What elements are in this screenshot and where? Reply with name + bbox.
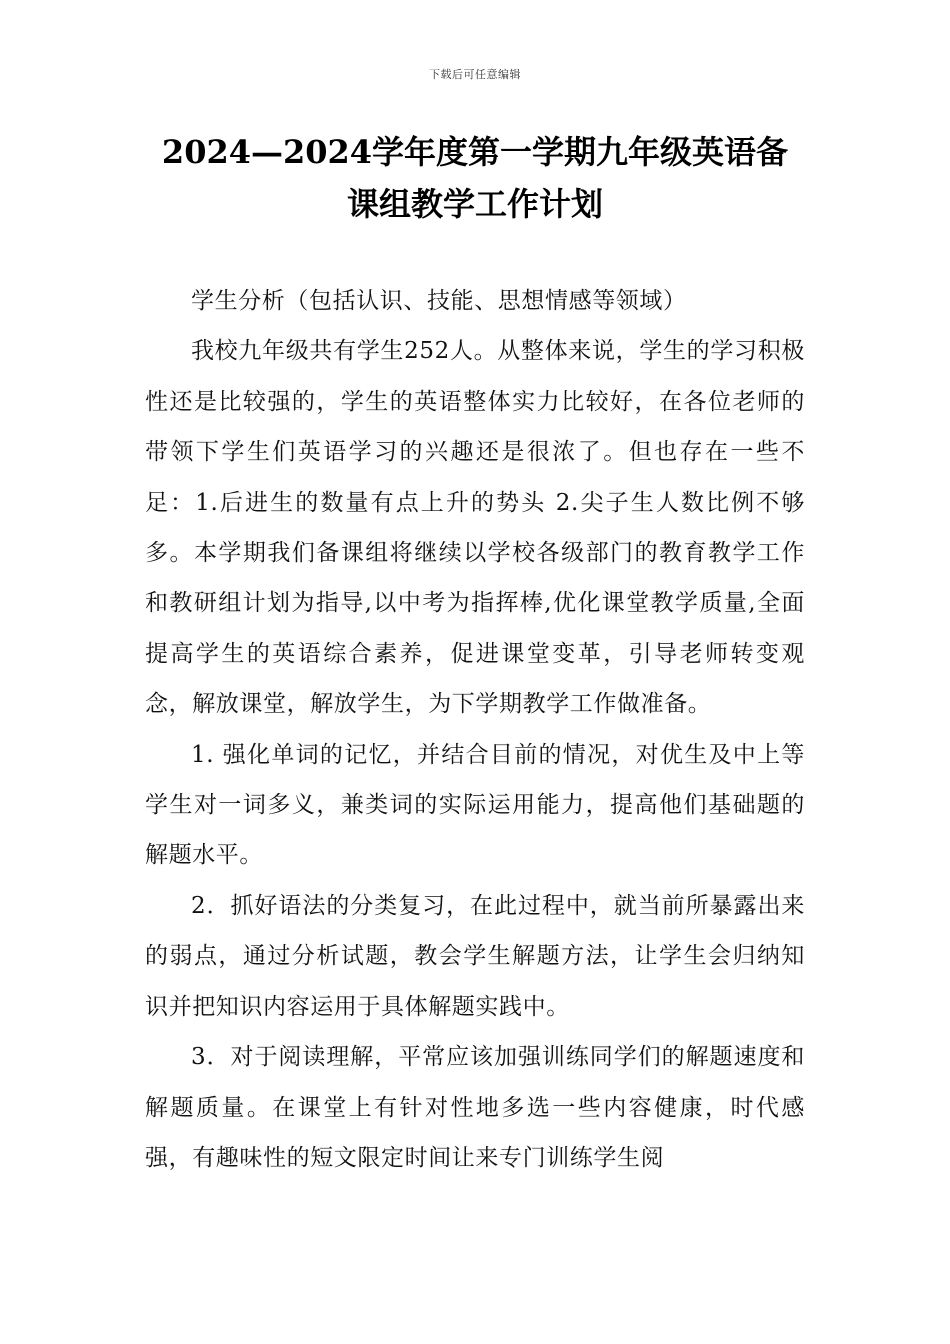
title-line-2: 课组教学工作计划 — [346, 185, 603, 223]
document-body — [145, 276, 805, 1183]
document-title — [145, 126, 805, 230]
section-heading-student-analysis: 学生分析（包括认识、技能、思想情感等领域） — [191, 288, 687, 314]
paragraph-item-1: 1. 强化单词的记忆，并结合目前的情况，对优生及中上等学生对一词多义，兼类词的实际运用能力，提高他们基础题的解题水平。 — [145, 741, 805, 869]
paragraph-overview: 我校九年级共有学生252人。从整体来说，学生的学习积极性还是比较强的，学生的英语整体实力比较好，在各位老师的带领下学生们英语学习的兴趣还是很浓了。但也存在一些不足：1.后进生的数量有点上升的势头 2.尖子生人数比例不够多。本学期我们备课组将继续以学校各级部门的教育教学工作和教研组计划为指导,以中考为指挥棒,优化课堂教学质量,全面提高学生的英语综合素养，促进课堂变革，引导老师转变观念，解放课堂，解放学生，为下学期教学工作做准备。 — [145, 338, 805, 718]
paragraph-item-3: 3．对于阅读理解，平常应该加强训练同学们的解题速度和解题质量。在课堂上有针对性地多选一些内容健康，时代感强，有趣味性的短文限定时间让来专门训练学生阅 — [145, 1044, 805, 1171]
paragraph-item-2: 2．抓好语法的分类复习，在此过程中，就当前所暴露出来的弱点，通过分析试题，教会学生解题方法，让学生会归纳知识并把知识内容运用于具体解题实践中。 — [145, 892, 805, 1020]
header-note: 下载后可任意编辑 — [429, 68, 521, 81]
title-line-1: 2024—2024学年度第一学期九年级英语备 — [161, 133, 789, 171]
